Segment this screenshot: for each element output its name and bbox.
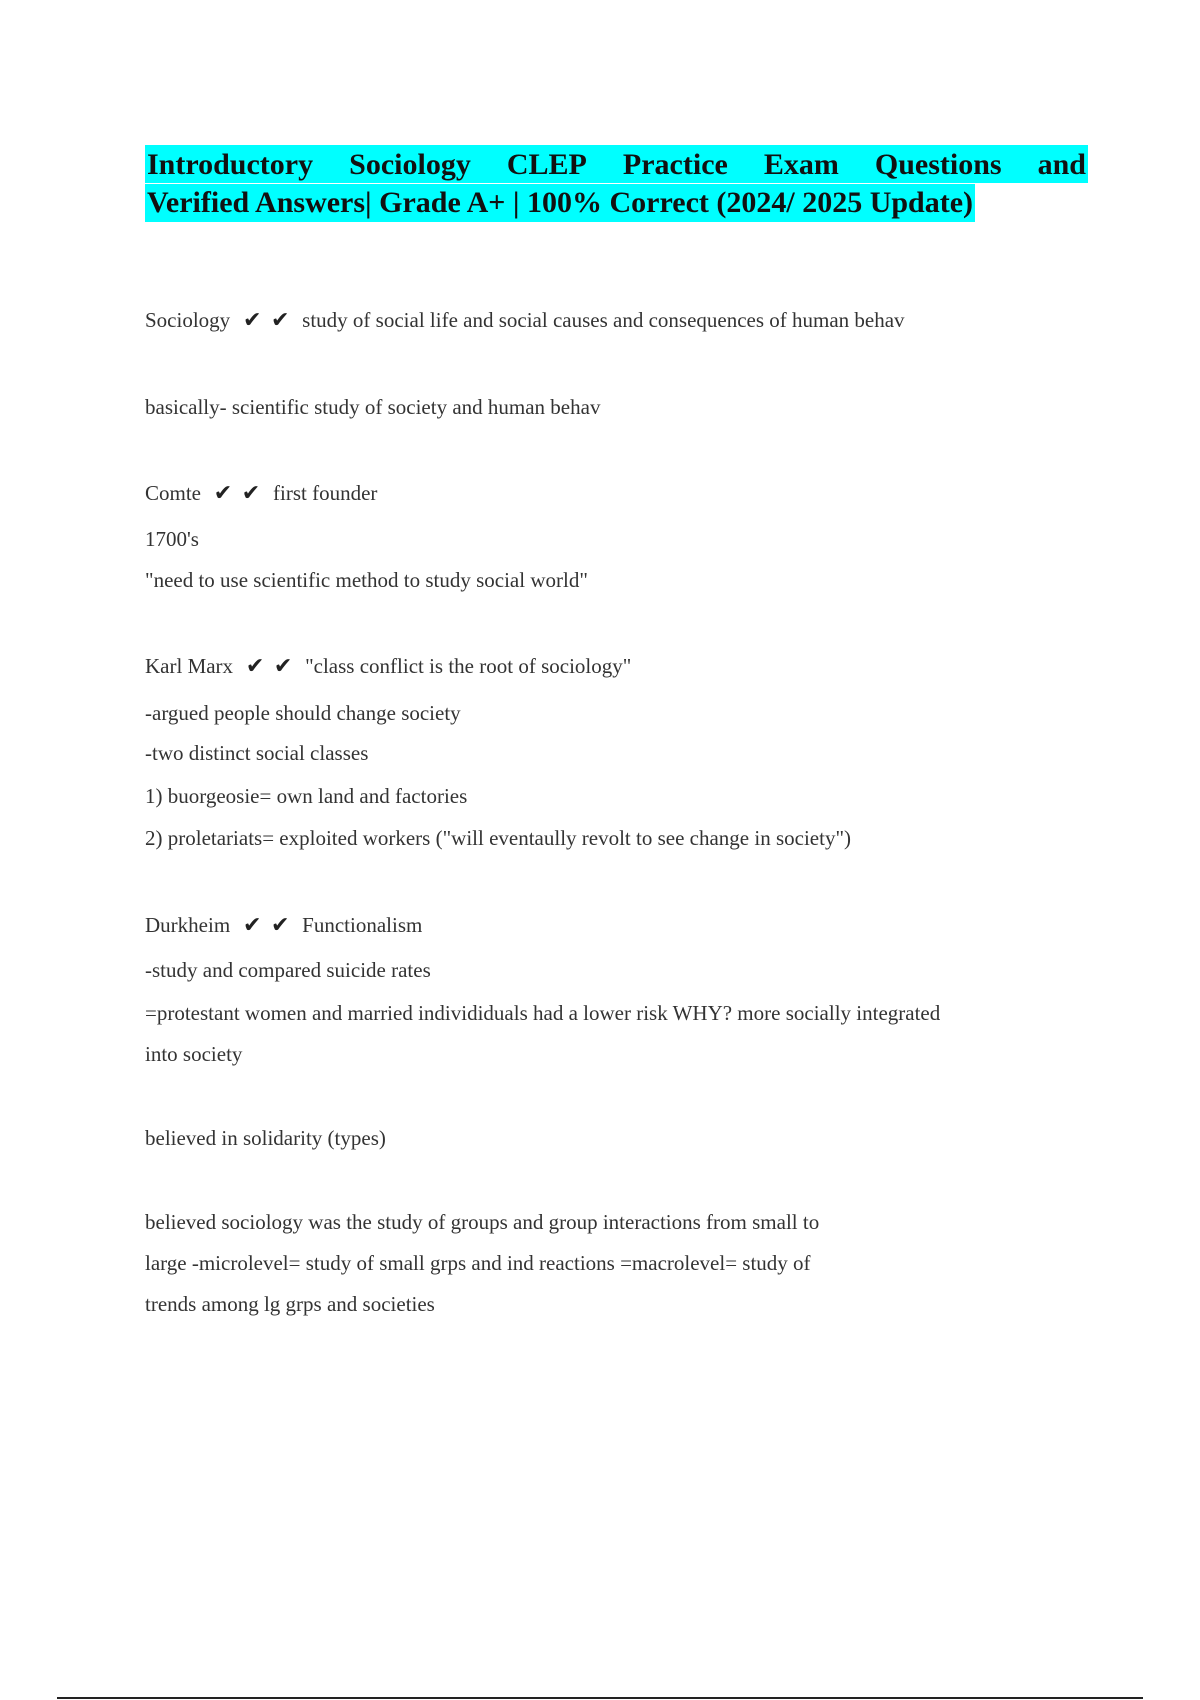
title-word: Introductory (147, 147, 314, 181)
title-word: Sociology (349, 147, 471, 181)
title-word: CLEP (506, 147, 587, 181)
title-word: Exam (763, 147, 839, 181)
body-line: -study and compared suicide rates (145, 958, 431, 982)
body-line: 2) proletariats= exploited workers ("will eventaully revolt to see change in society") (145, 826, 852, 850)
entry-sociology (145, 307, 905, 334)
checkmark-icon: ✔ (245, 654, 265, 679)
checkmark-icon: ✔ (270, 913, 290, 938)
body-line: believed sociology was the study of groups and group interactions from small to (145, 1210, 820, 1234)
definition-text: study of social life and social causes and consequences of human behav (302, 308, 905, 332)
title-word: Questions (874, 147, 1002, 181)
body-line: large -microlevel= study of small grps and ind reactions =macrolevel= study of (145, 1251, 811, 1275)
entry-durkheim (145, 912, 422, 939)
body-line: =protestant women and married individiduals had a lower risk WHY? more socially integrated (145, 1001, 941, 1025)
checkmark-icon: ✔ (213, 481, 233, 506)
checkmark-icon: ✔ (241, 481, 261, 506)
body-line: into society (145, 1042, 243, 1066)
entry-comte (145, 480, 377, 507)
entry-karl-marx (145, 653, 631, 680)
definition-text: first founder (273, 481, 378, 505)
body-line: 1) buorgeosie= own land and factories (145, 784, 468, 808)
checkmark-icon: ✔ (242, 308, 262, 333)
term-label: Comte (145, 481, 201, 505)
body-line: 1700's (145, 527, 199, 551)
body-line: believed in solidarity (types) (145, 1126, 386, 1150)
body-line: "need to use scientific method to study social world" (145, 568, 588, 592)
body-line: -two distinct social classes (145, 741, 369, 765)
footer-divider (57, 1697, 1143, 1699)
checkmark-icon: ✔ (242, 913, 262, 938)
title-line-1 (145, 145, 1088, 183)
title-word: Practice (622, 147, 728, 181)
definition-text: "class conflict is the root of sociology" (305, 654, 632, 678)
term-label: Durkheim (145, 913, 231, 937)
term-label: Karl Marx (145, 654, 234, 678)
body-line: -argued people should change society (145, 701, 461, 725)
document-title (145, 145, 1088, 222)
body-line: basically- scientific study of society and human behav (145, 395, 601, 419)
body-line: trends among lg grps and societies (145, 1292, 435, 1316)
title-word: and (1037, 147, 1086, 181)
term-label: Sociology (145, 308, 231, 332)
checkmark-icon: ✔ (273, 654, 293, 679)
definition-text: Functionalism (302, 913, 423, 937)
checkmark-icon: ✔ (270, 308, 290, 333)
title-line-2: Verified Answers| Grade A+ | 100% Correct (2024/ 2025 Update) (145, 184, 975, 222)
